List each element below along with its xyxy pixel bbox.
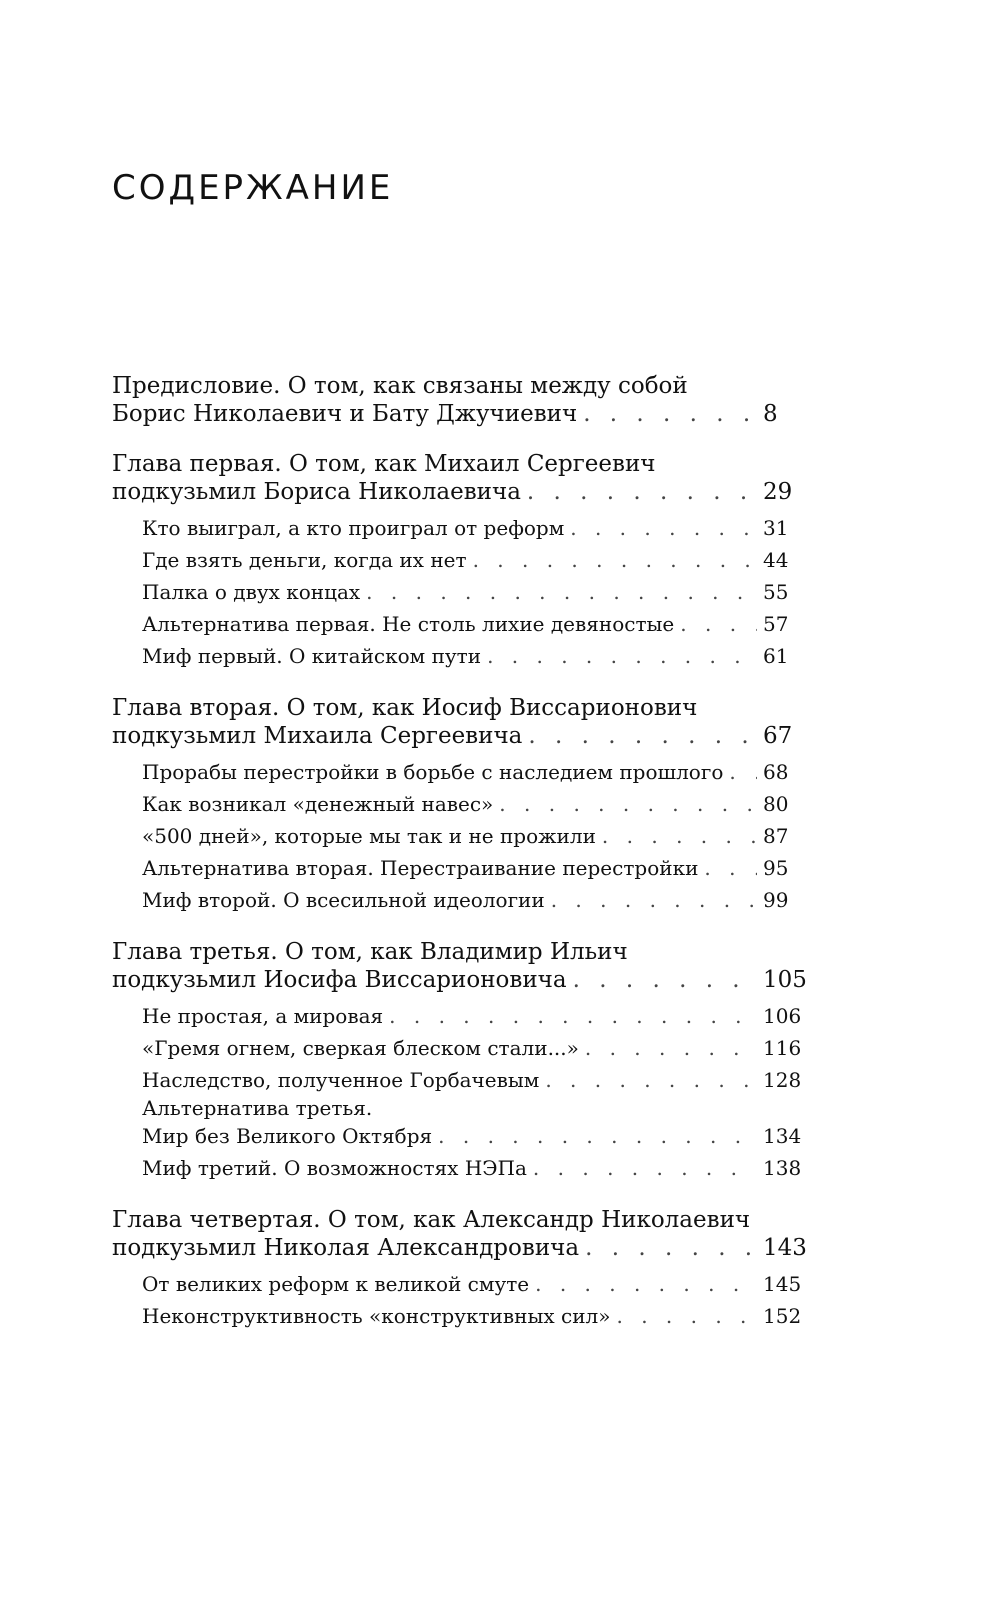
page-number: 80 [763, 792, 789, 816]
toc-section [142, 1000, 807, 1032]
dot-leader [704, 852, 757, 884]
section-list [112, 1268, 807, 1332]
page-number: 87 [763, 824, 789, 848]
section-list [112, 756, 807, 916]
page-number: 152 [763, 1304, 802, 1328]
section-title: Миф первый. О китайском пути [142, 644, 482, 668]
dot-leader [473, 544, 757, 576]
chapter-title-row [112, 966, 807, 994]
toc-section [142, 512, 807, 544]
dot-leader [585, 1032, 757, 1064]
dot-leader [389, 1000, 757, 1032]
page-number: 116 [763, 1036, 802, 1060]
chapter-title-line1: Глава первая. О том, как Михаил Сергеевич [112, 451, 656, 477]
section-title: Кто выиграл, а кто проиграл от реформ [142, 516, 565, 540]
toc-section [142, 788, 807, 820]
page-number: 138 [763, 1156, 802, 1180]
dot-leader [438, 1120, 757, 1152]
dot-leader [573, 966, 757, 994]
toc-section [142, 852, 807, 884]
section-title: Палка о двух концах [142, 580, 361, 604]
dot-leader [545, 1064, 757, 1096]
page-number: 143 [763, 1235, 807, 1261]
section-title: «500 дней», которые мы так и не прожили [142, 824, 596, 848]
toc-preface [112, 372, 807, 428]
section-title: Не простая, а мировая [142, 1004, 384, 1028]
chapter-title-line2: подкузьмил Николая Александровича [112, 1235, 580, 1261]
section-title: От великих реформ к великой смуте [142, 1272, 530, 1296]
page-number: 31 [763, 516, 789, 540]
dot-leader [499, 788, 757, 820]
section-list [112, 512, 807, 672]
dot-leader [570, 512, 757, 544]
section-title: Наследство, полученное Горбачевым [142, 1068, 540, 1092]
chapter-entry [112, 938, 807, 994]
section-list [112, 1000, 807, 1184]
dot-leader [680, 608, 757, 640]
page-number: 44 [763, 548, 789, 572]
toc-section [142, 1300, 807, 1332]
toc-chapter-2 [112, 694, 807, 916]
page-number: 61 [763, 644, 789, 668]
toc-section [142, 544, 807, 576]
toc-chapter-1 [112, 450, 807, 672]
page-number: 68 [763, 760, 789, 784]
section-title: Мир без Великого Октября [142, 1124, 433, 1148]
toc-section [142, 576, 807, 608]
toc-section [142, 1268, 807, 1300]
page-number: 57 [763, 612, 789, 636]
page-number: 29 [763, 479, 793, 505]
toc-chapter-4 [112, 1206, 807, 1332]
dot-leader [535, 1268, 757, 1300]
section-title-line1: Альтернатива третья. [142, 1096, 373, 1120]
page-number: 8 [763, 401, 778, 427]
toc-section [142, 1064, 807, 1096]
section-title: Миф третий. О возможностях НЭПа [142, 1156, 527, 1180]
chapter-title-line1: Глава третья. О том, как Владимир Ильич [112, 939, 628, 965]
section-title: Миф второй. О всесильной идеологии [142, 888, 545, 912]
page-number: 134 [763, 1124, 802, 1148]
toc-section [142, 640, 807, 672]
section-title: Альтернатива вторая. Перестраивание перестройки [142, 856, 699, 880]
dot-leader [366, 576, 757, 608]
page-title: СОДЕРЖАНИЕ [112, 168, 394, 208]
section-title: Как возникал «денежный навес» [142, 792, 494, 816]
section-title: Неконструктивность «конструктивных сил» [142, 1304, 611, 1328]
chapter-title-row [112, 722, 807, 750]
page-number: 105 [763, 967, 807, 993]
section-title: Где взять деньги, когда их нет [142, 548, 467, 572]
dot-leader [551, 884, 757, 916]
chapter-entry [112, 694, 807, 750]
section-title: Прорабы перестройки в борьбе с наследием прошлого [142, 760, 724, 784]
dot-leader [729, 756, 757, 788]
page-number: 67 [763, 723, 793, 749]
table-of-contents [112, 372, 807, 1354]
chapter-title-line1: Глава четвертая. О том, как Александр Николаевич [112, 1207, 751, 1233]
section-title: «Гремя огнем, сверкая блеском стали...» [142, 1036, 579, 1060]
chapter-title-line1: Глава вторая. О том, как Иосиф Виссарионович [112, 695, 698, 721]
toc-section [142, 608, 807, 640]
page-number: 55 [763, 580, 789, 604]
toc-section [142, 1152, 807, 1184]
preface-title-line1: Предисловие. О том, как связаны между собой [112, 373, 688, 399]
toc-section [142, 820, 807, 852]
chapter-entry [112, 1206, 807, 1262]
dot-leader [487, 640, 757, 672]
dot-leader [533, 1152, 757, 1184]
page-number: 95 [763, 856, 789, 880]
section-title: Альтернатива первая. Не столь лихие девяностые [142, 612, 675, 636]
chapter-title-row [112, 478, 807, 506]
dot-leader [527, 478, 757, 506]
dot-leader [616, 1300, 757, 1332]
preface-entry [112, 372, 807, 428]
dot-leader [583, 400, 757, 428]
chapter-title-line2: подкузьмил Иосифа Виссарионовича [112, 967, 567, 993]
preface-title-row [112, 400, 807, 428]
dot-leader [602, 820, 757, 852]
page-number: 128 [763, 1068, 802, 1092]
page-number: 145 [763, 1272, 802, 1296]
page-number: 106 [763, 1004, 802, 1028]
chapter-entry [112, 450, 807, 506]
toc-section [142, 1096, 807, 1152]
preface-title-line2: Борис Николаевич и Бату Джучиевич [112, 401, 578, 427]
chapter-title-line2: подкузьмил Михаила Сергеевича [112, 723, 523, 749]
page-number: 99 [763, 888, 789, 912]
toc-section [142, 1032, 807, 1064]
section-title-row [142, 1120, 807, 1152]
chapter-title-row [112, 1234, 807, 1262]
toc-section [142, 756, 807, 788]
dot-leader [585, 1234, 757, 1262]
chapter-title-line2: подкузьмил Бориса Николаевича [112, 479, 521, 505]
toc-chapter-3 [112, 938, 807, 1184]
dot-leader [528, 722, 757, 750]
toc-section [142, 884, 807, 916]
